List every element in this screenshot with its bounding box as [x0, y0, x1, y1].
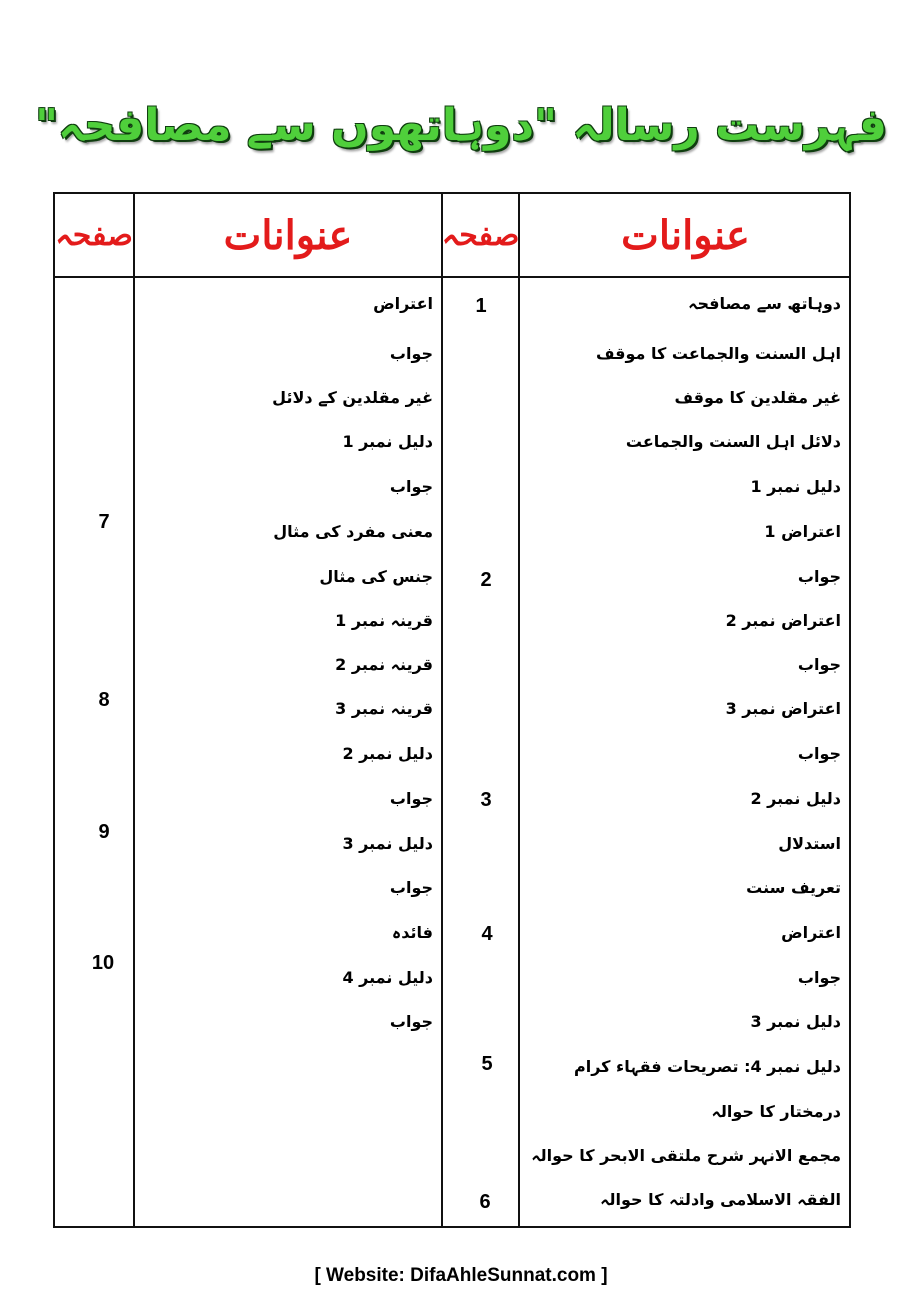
toc-entry: مجمع الانہر شرح ملتقی الابحر کا حوالہ: [531, 1146, 841, 1165]
toc-entry: دلائل اہل السنت والجماعت: [625, 432, 841, 451]
toc-entry: اعتراض نمبر 3: [725, 699, 841, 718]
toc-page-number: 8: [98, 689, 110, 711]
toc-entry: دلیل نمبر 2: [342, 744, 433, 763]
divider-right-page: [518, 194, 520, 1226]
header-divider: [55, 276, 849, 278]
toc-entry: قرینہ نمبر 1: [335, 611, 433, 630]
header-page-left: صفحہ: [55, 217, 133, 253]
header-topics-left: عنوانات: [223, 211, 353, 259]
toc-entry: اعتراض: [781, 923, 841, 942]
toc-entry: جواب: [797, 655, 841, 674]
toc-entry: جواب: [797, 744, 841, 763]
toc-entry: درمختار کا حوالہ: [711, 1102, 841, 1121]
toc-entry: دلیل نمبر 2: [750, 789, 841, 808]
toc-entry: تعریف سنت: [746, 878, 841, 897]
toc-page-number: 2: [480, 569, 492, 591]
toc-entry: معنی مفرد کی مثال: [273, 522, 433, 541]
toc-entry: جنس کی مثال: [319, 567, 433, 586]
toc-entry: قرینہ نمبر 3: [335, 699, 433, 718]
toc-entry: جواب: [389, 789, 433, 808]
toc-entry: دلیل نمبر 3: [342, 834, 433, 853]
toc-entry: دلیل نمبر 4: تصریحات فقہاء کرام: [573, 1057, 841, 1076]
toc-entry: دوہاتھ سے مصافحہ: [688, 294, 841, 313]
toc-entry: اہل السنت والجماعت کا موقف: [595, 344, 841, 363]
toc-entry: الفقہ الاسلامی وادلتہ کا حوالہ: [600, 1190, 841, 1209]
toc-entry: جواب: [389, 878, 433, 897]
toc-entry: جواب: [389, 477, 433, 496]
toc-page-number: 1: [475, 295, 487, 317]
toc-page-number: 10: [91, 952, 115, 974]
toc-entry: فائدہ: [391, 923, 433, 942]
toc-page-number: 6: [479, 1191, 491, 1213]
toc-entry: جواب: [389, 344, 433, 363]
toc-entry: جواب: [389, 1012, 433, 1031]
toc-entry: دلیل نمبر 1: [750, 477, 841, 496]
toc-entry: اعتراض 1: [764, 522, 841, 541]
page-title-text: فہرست رسالہ "دوہاتھوں سے مصافحہ": [35, 100, 887, 151]
toc-entry: غیر مقلدین کے دلائل: [272, 388, 433, 407]
toc-entry: دلیل نمبر 1: [342, 432, 433, 451]
toc-page-number: 9: [98, 821, 110, 843]
toc-entry: دلیل نمبر 4: [342, 968, 433, 987]
divider-center: [441, 194, 443, 1226]
header-topics-right: عنوانات: [621, 211, 750, 259]
toc-entry: جواب: [797, 567, 841, 586]
website-footer: [ Website: DifaAhleSunnat.com ]: [314, 1265, 608, 1286]
toc-entry: قرینہ نمبر 2: [335, 655, 433, 674]
toc-page-number: 5: [481, 1053, 493, 1075]
toc-page-number: 3: [480, 789, 492, 811]
toc-entry: اعتراض: [373, 294, 433, 313]
toc-entry: دلیل نمبر 3: [750, 1012, 841, 1031]
toc-entry: غیر مقلدین کا موقف: [674, 388, 841, 407]
header-page-right: صفحہ: [441, 217, 520, 253]
toc-entry: استدلال: [778, 834, 841, 853]
toc-page-number: 7: [98, 511, 110, 533]
toc-entry: جواب: [797, 968, 841, 987]
page-title: [0, 96, 922, 156]
contents-table: [53, 192, 851, 1228]
toc-page-number: 4: [481, 923, 493, 945]
toc-entry: اعتراض نمبر 2: [725, 611, 841, 630]
